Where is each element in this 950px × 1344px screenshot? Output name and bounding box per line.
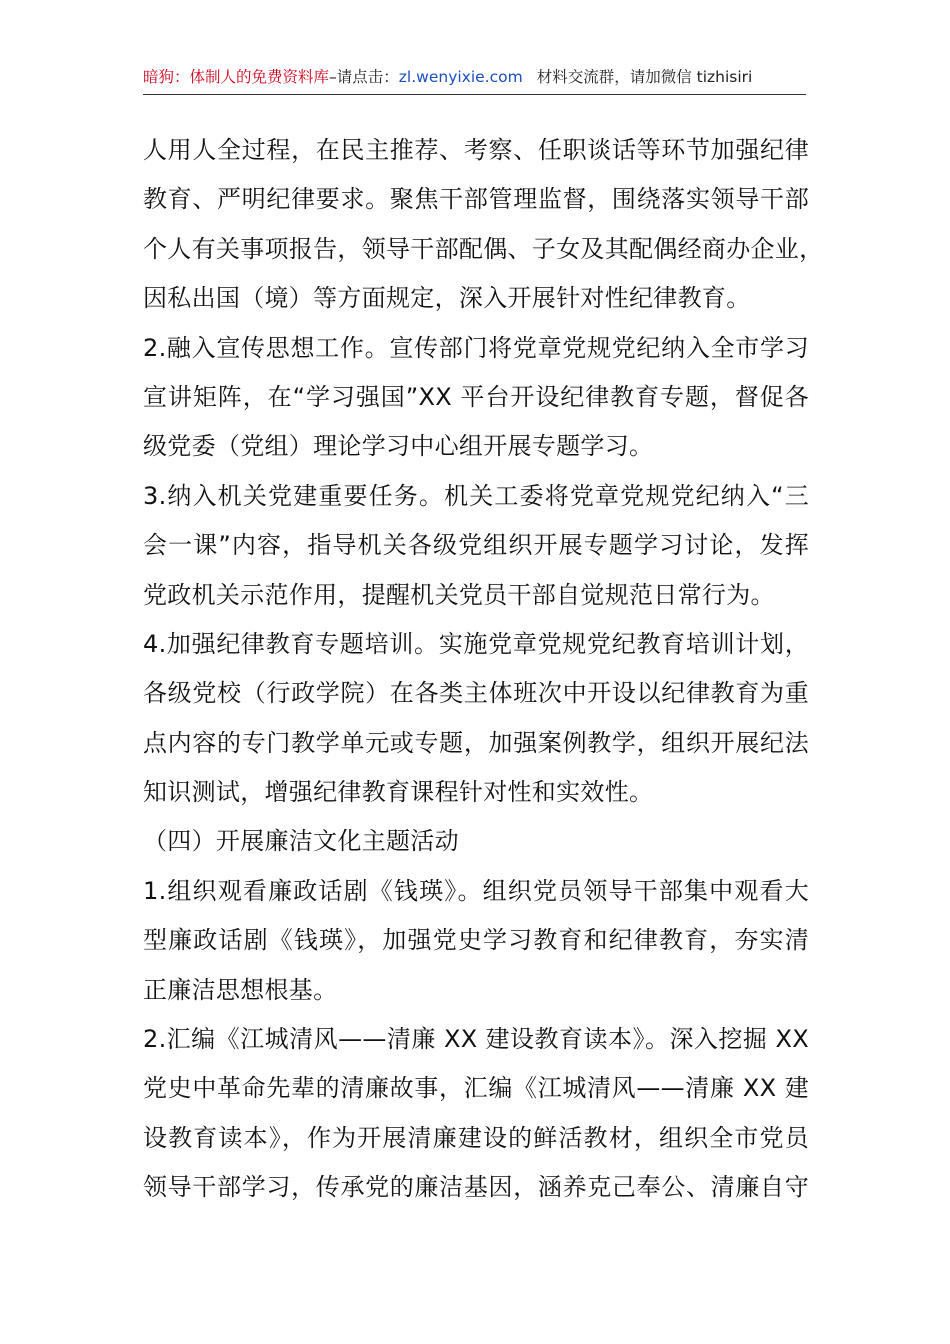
- text-line: 4.加强纪律教育专题培训。实施党章党规党纪教育培训计划，: [143, 629, 809, 658]
- text-line: 宣讲矩阵，在“学习强国”XX 平台开设纪律教育专题，督促各: [143, 382, 809, 411]
- header-prompt: –请点击：: [329, 68, 399, 86]
- text-line: 知识测试，增强纪律教育课程针对性和实效性。: [143, 778, 654, 807]
- header-brand: 暗狗：体制人的免费资料库: [143, 68, 330, 86]
- header-contact: 材料交流群，请加微信 tizhisiri: [536, 68, 753, 86]
- text-line: 领导干部学习，传承党的廉洁基因，涵养克己奉公、清廉自守: [143, 1173, 809, 1202]
- text-line: 设教育读本》，作为开展清廉建设的鲜活教材，组织全市党员: [143, 1123, 809, 1152]
- text-line: 点内容的专门教学单元或专题，加强案例教学，组织开展纪法: [143, 728, 809, 757]
- text-line: 党史中革命先辈的清廉故事，汇编《江城清风——清廉 XX 建: [143, 1074, 809, 1103]
- text-line: 人用人全过程，在民主推荐、考察、任职谈话等环节加强纪律: [143, 136, 809, 164]
- section-heading: （四）开展廉洁文化主题活动: [143, 827, 459, 856]
- text-line: 教育、严明纪律要求。聚焦干部管理监督，围绕落实领导干部: [143, 185, 809, 214]
- text-line: 正廉洁思想根基。: [143, 975, 338, 1004]
- text-line: 各级党校（行政学院）在各类主体班次中开设以纪律教育为重: [143, 679, 809, 708]
- text-line: 型廉政话剧《钱瑛》，加强党史学习教育和纪律教育，夯实清: [143, 926, 809, 955]
- text-line: 2.汇编《江城清风——清廉 XX 建设教育读本》。深入挖掘 XX: [143, 1025, 809, 1054]
- page-header: [143, 60, 806, 95]
- header-link[interactable]: zl.wenyixie.com: [398, 68, 523, 86]
- text-line: 3.纳入机关党建重要任务。机关工委将党章党规党纪纳入“三: [143, 481, 809, 510]
- text-line: 会一课”内容，指导机关各级党组织开展专题学习讨论，发挥: [143, 531, 810, 560]
- text-line: 因私出国（境）等方面规定，深入开展针对性纪律教育。: [143, 284, 751, 313]
- text-line: 2.融入宣传思想工作。宣传部门将党章党规党纪纳入全市学习: [143, 333, 809, 362]
- text-line: 1.组织观看廉政话剧《钱瑛》。组织党员领导干部集中观看大: [143, 876, 809, 905]
- text-line: 级党委（党组）理论学习中心组开展专题学习。: [143, 432, 654, 461]
- text-line: 党政机关示范作用，提醒机关党员干部自觉规范日常行为。: [143, 580, 775, 609]
- document-body: [143, 126, 824, 1213]
- text-line: 个人有关事项报告，领导干部配偶、子女及其配偶经商办企业，: [143, 234, 824, 263]
